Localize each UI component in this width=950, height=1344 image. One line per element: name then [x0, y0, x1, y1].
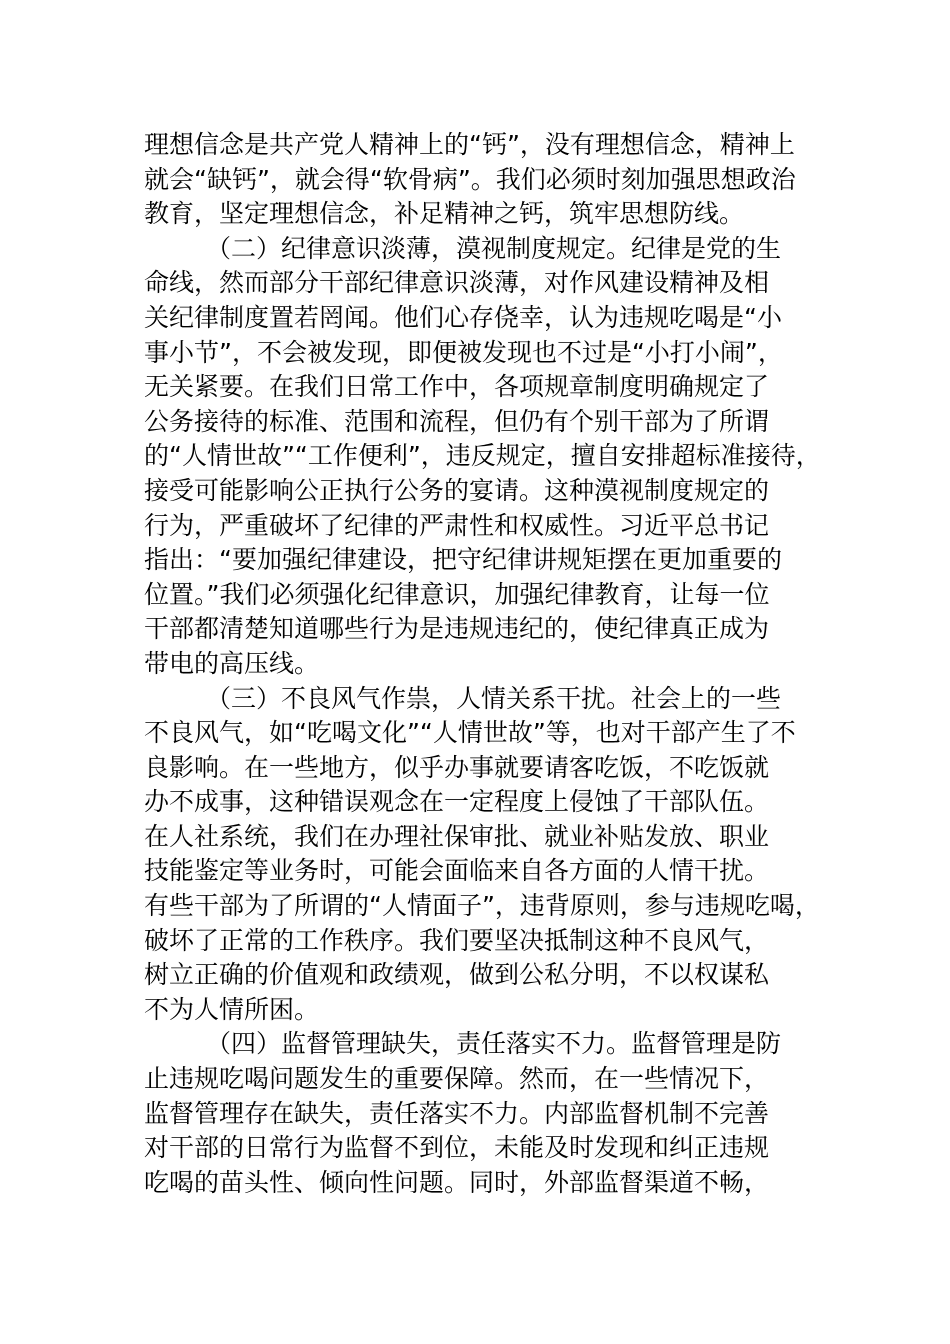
- text-line: 带电的高压线。: [144, 648, 320, 678]
- text-line: （四）监督管理缺失，责任落实不力。监督管理是防: [206, 1029, 782, 1059]
- text-line: 良影响。在一些地方，似乎办事就要请客吃饭，不吃饭就: [144, 752, 770, 782]
- paragraph: [144, 128, 824, 232]
- text-line: 监督管理存在缺失，责任落实不力。内部监督机制不完善: [144, 1098, 770, 1128]
- text-line: 对干部的日常行为监督不到位，未能及时发现和纠正违规: [144, 1133, 770, 1163]
- text-line: 技能鉴定等业务时，可能会面临来自各方面的人情干扰。: [144, 856, 770, 886]
- text-line: 行为，严重破坏了纪律的严肃性和权威性。习近平总书记: [144, 510, 770, 540]
- paragraph: [144, 232, 824, 682]
- text-line: 教育，坚定理想信念，补足精神之钙，筑牢思想防线。: [144, 199, 745, 229]
- text-line: 不为人情所困。: [144, 994, 320, 1024]
- text-line: 止违规吃喝问题发生的重要保障。然而，在一些情况下，: [144, 1064, 770, 1094]
- text-line: 的“人情世故”“工作便利”，违反规定，擅自安排超标准接待，: [144, 441, 821, 471]
- text-line: 在人社系统，我们在办理社保审批、就业补贴发放、职业: [144, 821, 770, 851]
- text-line: 树立正确的价值观和政绩观，做到公私分明，不以权谋私: [144, 960, 770, 990]
- text-line: （三）不良风气作祟，人情关系干扰。社会上的一些: [206, 683, 782, 713]
- text-line: 接受可能影响公正执行公务的宴请。这种漠视制度规定的: [144, 475, 770, 505]
- text-line: 命线，然而部分干部纪律意识淡薄，对作风建设精神及相: [144, 268, 770, 298]
- paragraph: [144, 1027, 824, 1200]
- text-line: 公务接待的标准、范围和流程，但仍有个别干部为了所谓: [144, 406, 770, 436]
- text-line: 就会“缺钙”，就会得“软骨病”。我们必须时刻加强思想政治: [144, 164, 796, 194]
- text-line: 有些干部为了所谓的“人情面子”，违背原则，参与违规吃喝，: [144, 891, 820, 921]
- document-body: [144, 128, 824, 1200]
- text-line: 无关紧要。在我们日常工作中，各项规章制度明确规定了: [144, 372, 770, 402]
- text-line: 干部都清楚知道哪些行为是违规违纪的，使纪律真正成为: [144, 614, 770, 644]
- text-line: 关纪律制度置若罔闻。他们心存侥幸，认为违规吃喝是“小: [144, 302, 782, 332]
- text-line: 指出：“要加强纪律建设，把守纪律讲规矩摆在更加重要的: [144, 545, 782, 575]
- text-line: 办不成事，这种错误观念在一定程度上侵蚀了干部队伍。: [144, 787, 770, 817]
- text-line: （二）纪律意识淡薄，漠视制度规定。纪律是党的生: [206, 233, 782, 263]
- text-line: 理想信念是共产党人精神上的“钙”，没有理想信念，精神上: [144, 130, 795, 159]
- text-line: 破坏了正常的工作秩序。我们要坚决抵制这种不良风气，: [144, 925, 770, 955]
- text-line: 事小节”，不会被发现，即便被发现也不过是“小打小闹”，: [144, 337, 783, 367]
- paragraph: [144, 682, 824, 1028]
- text-line: 位置。”我们必须强化纪律意识，加强纪律教育，让每一位: [144, 579, 770, 609]
- text-line: 吃喝的苗头性、倾向性问题。同时，外部监督渠道不畅，: [144, 1167, 770, 1197]
- text-line: 不良风气，如“吃喝文化”“人情世故”等，也对干部产生了不: [144, 718, 796, 748]
